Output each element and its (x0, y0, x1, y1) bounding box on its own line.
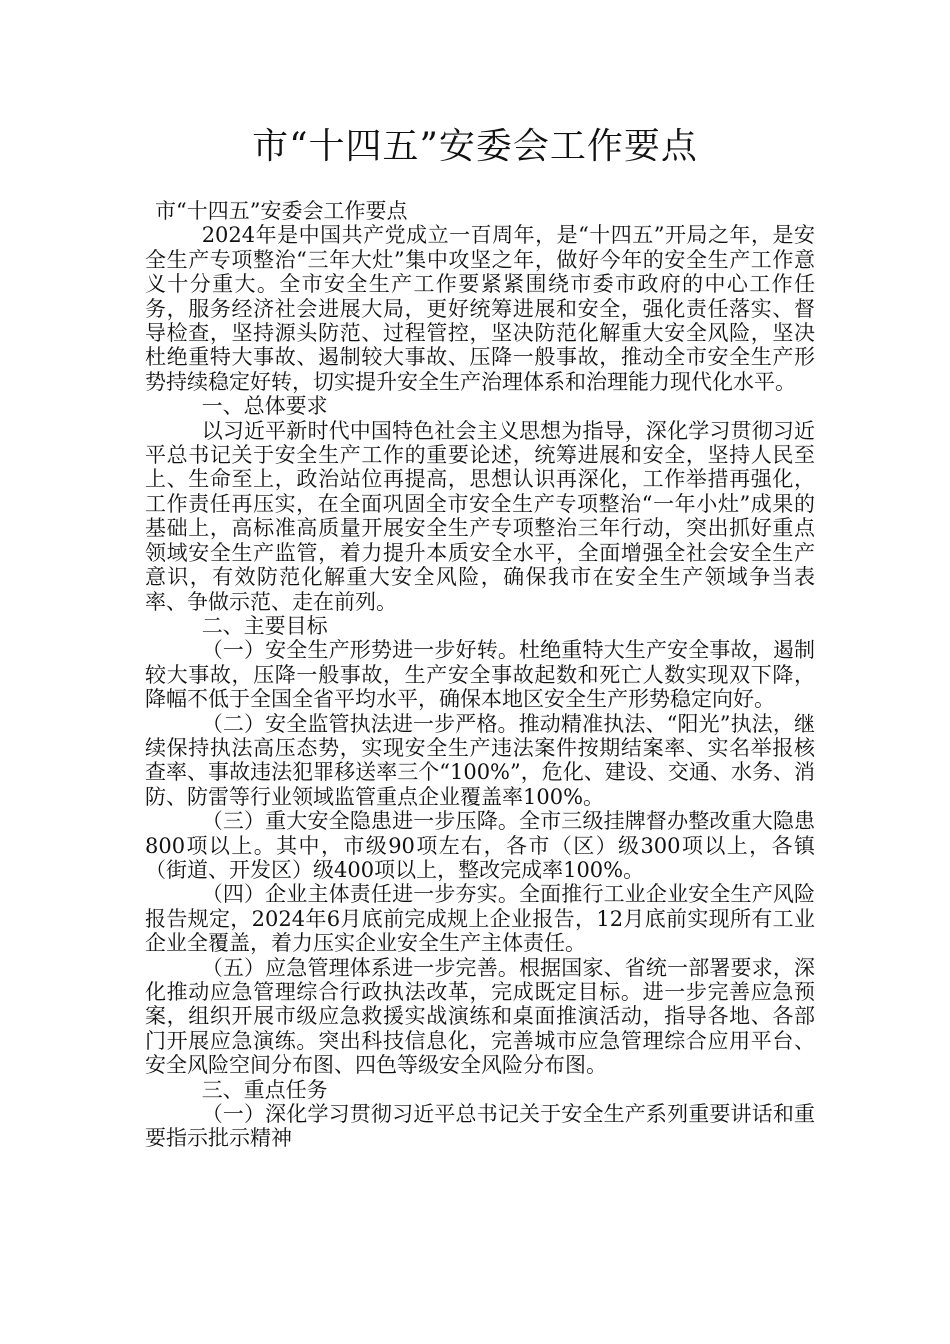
paragraph-goal-5: （五）应急管理体系进一步完善。根据国家、省统一部署要求，深化推动应急管理综合行政执法改革，完成既定目标。进一步完善应急预案，组织开展市级应急救援实战演练和桌面推演活动，指导各地、各部门开展应急演练。突出科技信息化，完善城市应急管理综合应用平台、安全风险空间分布图、四色等级安全风险分布图。 (145, 955, 815, 1078)
section-heading-main-goals: 二、主要目标 (201, 613, 328, 638)
paragraph-goal-1: （一）安全生产形势进一步好转。杜绝重特大生产安全事故，遏制较大事故，压降一般事故，生产安全事故起数和死亡人数实现双下降，降幅不低于全国全省平均水平，确保本地区安全生产形势稳定向好。 (145, 638, 815, 712)
paragraph-intro: 2024年是中国共产党成立一百周年，是“十四五”开局之年，是安全生产专项整治“三年大灶”集中攻坚之年，做好今年的安全生产工作意义十分重大。全市安全生产工作要紧紧围绕市委市政府的中心工作任务，服务经济社会进展大局，更好统筹进展和安全，强化责任落实、督导检查，坚持源头防范、过程管控，坚决防范化解重大安全风险，坚决杜绝重特大事故、遏制较大事故、压降一般事故，推动全市安全生产形势持续稳定好转，切实提升安全生产治理体系和治理能力现代化水平。 (145, 223, 815, 394)
paragraph-goal-4: （四）企业主体责任进一步夯实。全面推行工业企业安全生产风险报告规定，2024年6月底前完成规上企业报告，12月底前实现所有工业企业全覆盖，着力压实企业安全生产主体责任。 (145, 882, 815, 956)
document-title: 市“十四五”安委会工作要点 (252, 126, 698, 167)
section-heading-key-tasks: 三、重点任务 (201, 1077, 328, 1102)
section-heading-overall-requirements: 一、总体要求 (201, 394, 328, 419)
paragraph-goal-2: （二）安全监管执法进一步严格。推动精准执法、“阳光”执法，继续保持执法高压态势，实现安全生产违法案件按期结案率、实名举报核查率、事故违法犯罪移送率三个“100%”，危化、建设、交通、水务、消防、防雷等行业领域监管重点企业覆盖率100%。 (145, 711, 815, 809)
paragraph-task-1: （一）深化学习贯彻习近平总书记关于安全生产系列重要讲话和重要指示批示精神 (145, 1102, 815, 1151)
paragraph-goal-3: （三）重大安全隐患进一步压降。全市三级挂牌督办整改重大隐患800项以上。其中，市级90项左右，各市（区）级300项以上，各镇（街道、开发区）级400项以上，整改完成率100%。 (145, 809, 815, 882)
document-subtitle: 市“十四五”安委会工作要点 (155, 199, 408, 223)
document-body (145, 199, 815, 1151)
paragraph-overall-requirements: 以习近平新时代中国特色社会主义思想为指导，深化学习贯彻习近平总书记关于安全生产工作的重要论述，统筹进展和安全，坚持人民至上、生命至上，政治站位再提高，思想认识再深化，工作举措再强化，工作责任再压实，在全面巩固全市安全生产专项整治“一年小灶”成果的基础上，高标准高质量开展安全生产专项整治三年行动，突出抓好重点领域安全生产监管，着力提升本质安全水平，全面增强全社会安全生产意识，有效防范化解重大安全风险，确保我市在安全生产领域争当表率、争做示范、走在前列。 (145, 418, 815, 614)
